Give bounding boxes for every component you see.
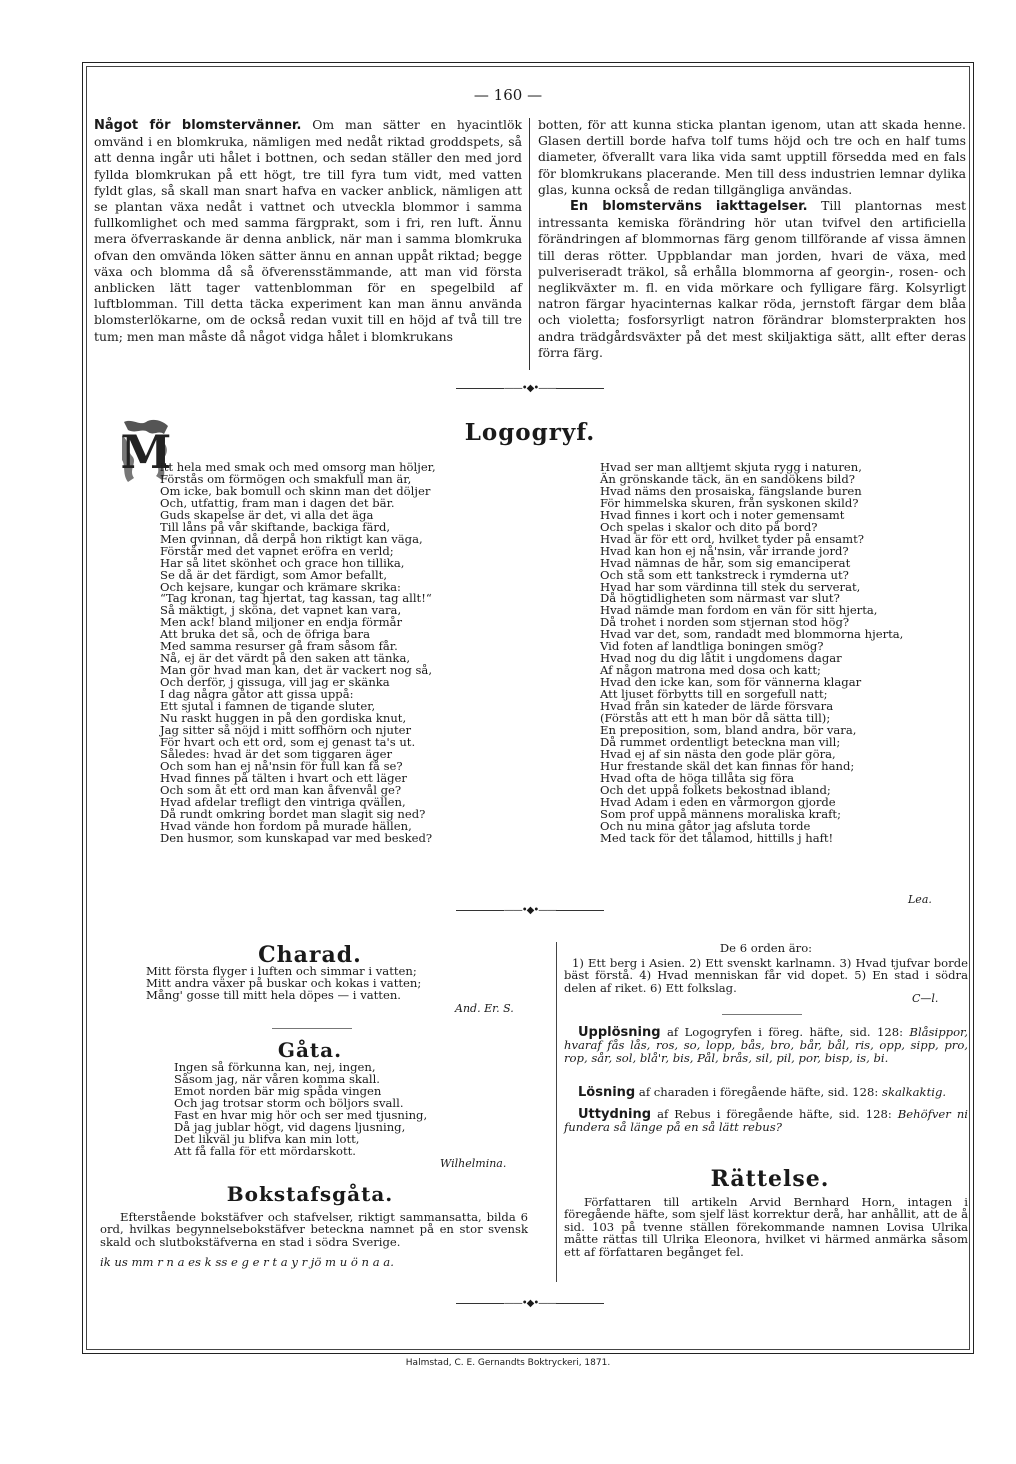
short-rule bbox=[272, 1028, 352, 1029]
page-number: — 160 — bbox=[473, 86, 543, 104]
uttydning-paragraph bbox=[564, 1108, 968, 1134]
logogryf-right-line: Hur frestande skäl det kan finnas för hand; bbox=[600, 758, 855, 773]
logogryf-right-line: Hvad från sin kateder de lärde försvara bbox=[600, 699, 834, 714]
logogryf-right-line: Vid foten af landtliga boningen smög? bbox=[600, 639, 824, 654]
article2-title: En blomsterväns iakttagelser. bbox=[570, 199, 808, 215]
logogryf-left-line: Nu raskt huggen in på den gordiska knut, bbox=[160, 711, 407, 726]
ornament-divider-2 bbox=[440, 905, 620, 916]
article1-left-body: Om man sätter en hyacintlök omvänd i en blomkruka, nämligen med nedåt riktad groddspets, så att denna ingår uti hålet i bottnen, och sedan ställer den med jord fyllda blomkrukan på ett högt, tre till fyra tum vidt, med vatten fyldt glas, så skall man snart hafva en vacker anblick, nämligen att se plantan växa nedåt i vattnet och utveckla blommor i samma fullkomlighet och med samma färgprakt, som i fri, ren luft. Ännu mera öfverraskande är denna anblick, när man i samma blomkruka ofvan den omvända löken sätter ännu en annan uppåt riktad; begge växa och blomma då så öfverensstämmande, att man vid första anblicken lätt tager vattenblomman för en spegelbild af luftblomman. Till detta täcka experiment kan man ännu använda blomsterlökarne, om de också redan vuxit till en höjd af två till tre tum; men man måste då något vidga hålet i blomkrukans bbox=[94, 117, 522, 344]
charad-line: Mitt andra växer på buskar och kokas i vatten; bbox=[146, 975, 422, 990]
logogryf-right-line: Hvad har som värdinna till stek du serverat, bbox=[600, 579, 861, 594]
logogryf-left-line: Hvad afdelar trefligt den vintriga qvällen, bbox=[160, 794, 406, 809]
charad-lines bbox=[146, 966, 421, 1002]
charad-line: Mitt första flyger i luften och simmar i vatten; bbox=[146, 964, 417, 978]
logogryf-right-line: Hvad nog du dig låtit i ungdomens dagar bbox=[600, 651, 842, 666]
logogryf-left-line: Hvad vände hon fordom på murade hällen, bbox=[160, 818, 412, 833]
logogryf-right-line: Hvad näms den prosaiska, fängslande buren bbox=[600, 483, 862, 498]
article1-title: Något för blomstervänner. bbox=[94, 118, 302, 133]
logogryf-right-line: Hvad Adam i eden en vårmorgon gjorde bbox=[600, 794, 836, 809]
article2-body: Till plantornas mest intressanta kemiska förändring hör utan tvifvel den artificiella förändringen af blommornas färg genom tillförande af vissa ämnen till deras rötter. Uppblandar man jorden, hvari de växa, med pulveriseradt träkol, så erhålla blommorna af georgin-, rosen- och neglikväxter m. fl. en vida mörkare och fylligare färg. Kolsyrligt natron färgar hyacinternas kalkar röda, jernstoft färgar dem blåa och violetta; fosforsyrligt natron förändrar blomsterprakten hos andra trädgårdsväxter på det mest skiljaktiga sätt, allt efter deras förra färg. bbox=[538, 198, 966, 360]
logogryf-left-line: Till låns på vår skiftande, backiga färd, bbox=[160, 519, 391, 534]
gata-lines bbox=[174, 1062, 427, 1158]
upplosning-answer: Blåsippor, hvaraf fås lås, ros, so, lopp, bås, bro, bår, bål, ris, opp, sipp, pro, rop, sår, sol, blå'r, bis, Pål, brås, sil, pil, por, bisp, is, bi. bbox=[564, 1025, 968, 1065]
logogryf-right-line: Hvad ej af sin nästa den gode plär göra, bbox=[600, 746, 836, 761]
logogryf-right-line: En preposition, som, bland andra, bör vara, bbox=[600, 722, 857, 737]
logogryf-right-line: Som prof uppå männens moraliska kraft; bbox=[600, 806, 841, 821]
logogryf-left-line: Förstår med det vapnet eröfra en verld; bbox=[160, 543, 394, 558]
rattelse-title: Rättelse. bbox=[710, 1166, 830, 1192]
ornament-mark: ——•◆•—— bbox=[503, 383, 557, 394]
losning-lead: Lösning bbox=[578, 1085, 636, 1100]
column-divider-2 bbox=[556, 942, 557, 1282]
gata-title: Gåta. bbox=[277, 1038, 343, 1062]
logogryf-left-line: I dag några gåtor att gissa uppå: bbox=[160, 687, 354, 702]
charad-signature: And. Er. S. bbox=[455, 1002, 514, 1015]
gata-line: Ingen så förkunna kan, nej, ingen, bbox=[174, 1060, 376, 1074]
ornament-mark: ——•◆•—— bbox=[503, 1298, 557, 1309]
logogryf-left-line: Ett sjutal i famnen de tigande sluter, bbox=[160, 699, 376, 714]
logogryf-right-line: Hvad nämde man fordom en vän för sitt hjerta, bbox=[600, 603, 878, 618]
logogryf-right-line: För himmelska skuren, från syskonen skild? bbox=[600, 495, 859, 510]
logogryf-left-line: Nå, ej är det värdt på den saken att tänka, bbox=[160, 651, 411, 666]
logogryf-left-line: Så mäktigt, j sköna, det vapnet kan vara, bbox=[160, 603, 402, 618]
logogryf-right-line: Hvad finnes i kort och i noter gemensamt bbox=[600, 507, 845, 522]
gata-line: Då jag jublar högt, vid dagens ljusning, bbox=[174, 1119, 406, 1134]
logogryf-right-line: Hvad kan hon ej nå'nsin, vår irrande jord? bbox=[600, 543, 849, 558]
logogryf-left-line: Om icke, bak bomull och skinn man det döljer bbox=[160, 483, 431, 498]
logogryf-left-stanza bbox=[160, 462, 436, 845]
logogryf-right-line: Hvad är för ett ord, hvilket tyder på ensamt? bbox=[600, 531, 864, 546]
logogryf-left-line: Således: hvad är det som tiggaren äger bbox=[160, 746, 393, 761]
short-rule-2 bbox=[722, 1014, 802, 1015]
upplosning-lead: Upplösning bbox=[578, 1025, 661, 1040]
bokstafsgata-title: Bokstafsgåta. bbox=[226, 1182, 394, 1206]
logogryf-signature: Lea. bbox=[908, 893, 932, 906]
charad-line: Mång' gosse till mitt hela döpes — i vatten. bbox=[146, 987, 401, 1002]
logogryf-right-line: Och spelas i skalor och dito på bord? bbox=[600, 519, 818, 534]
gata-line: Fast en hvar mig hör och ser med tjusning, bbox=[174, 1107, 428, 1122]
ornament-divider bbox=[440, 383, 620, 394]
words-header: De 6 orden äro: bbox=[719, 941, 813, 955]
logogryf-right-line: (Förstås att ett h man bör då sätta till); bbox=[600, 711, 831, 726]
svg-text:M: M bbox=[120, 425, 172, 479]
logogryf-right-line: Då trohet i norden som stjernan stod hög? bbox=[600, 615, 850, 630]
article1-left-column bbox=[94, 117, 522, 345]
logogryf-title: Logogryf. bbox=[464, 419, 596, 446]
logogryf-left-line: Då rundt omkring bordet man slagit sig ned? bbox=[160, 806, 426, 821]
charad-title: Charad. bbox=[258, 942, 362, 968]
logogryf-right-line: Hvad nämnas de hår, som sig emanciperat bbox=[600, 555, 851, 570]
logogryf-left-line: Men qvinnan, då derpå hon riktigt kan väga, bbox=[160, 531, 423, 546]
upplosning-text: af Logogryfen i föreg. häfte, sid. 128: bbox=[666, 1025, 904, 1039]
logogryf-right-line: Och nu mina gåtor jag afsluta torde bbox=[600, 818, 811, 833]
bokstafsgata-body: Efterstående bokstäfver och stafvelser, riktigt sammansatta, bilda 6 ord, hvilkas begynnelsebokstäfver beteckna namnet på en stor svensk skald och slutbokstäfverna en stad i södra Sverige. bbox=[100, 1210, 528, 1249]
column-divider bbox=[529, 118, 530, 370]
logogryf-left-line: Se då är det färdigt, som Amor befallt, bbox=[160, 567, 388, 582]
logogryf-right-line: Hvad var det, som, randadt med blommorna hjerta, bbox=[600, 627, 904, 642]
logogryf-left-line: För hvart och ett ord, som ej genast ta's ut. bbox=[160, 734, 416, 749]
logogryf-right-line: Då rummet ordentligt beteckna man vill; bbox=[600, 734, 841, 749]
logogryf-left-line: Man gör hvad man kan, det är vackert nog så, bbox=[160, 663, 433, 678]
logogryf-left-line: Hvad finnes på tälten i hvart och ett läger bbox=[160, 770, 407, 785]
logogryf-left-line: itt hela med smak och med omsorg man höljer, bbox=[160, 460, 436, 474]
gata-line: Det likväl ju blifva kan min lott, bbox=[174, 1131, 360, 1146]
logogryf-right-line: Af någon matrona med dosa och katt; bbox=[600, 663, 821, 678]
logogryf-right-line: Att ljuset förbytts till en sorgefull natt; bbox=[600, 687, 828, 702]
logogryf-right-stanza bbox=[600, 462, 903, 845]
printer-imprint: Halmstad, C. E. Gernandts Boktryckeri, 1871. bbox=[405, 1358, 611, 1368]
logogryf-left-line: Den husmor, som kunskapad var med besked? bbox=[160, 830, 433, 845]
logogryf-left-line: Förstås om förmögen och smakfull man är, bbox=[160, 471, 412, 486]
logogryf-left-line: Har så litet skönhet och grace hon tillika, bbox=[160, 555, 405, 570]
logogryf-right-line: Och det uppå folkets bekostnad ibland; bbox=[600, 782, 831, 797]
gata-line: Och jag trotsar storm och böljors svall. bbox=[174, 1095, 404, 1110]
gata-line: Emot norden bär mig spåda vingen bbox=[174, 1083, 382, 1098]
ornament-mark: ——•◆•—— bbox=[503, 905, 557, 916]
logogryf-left-line: Men ack! bland miljoner en endja förmår bbox=[160, 615, 403, 630]
logogryf-left-line: Guds skapelse är det, vi alla det äga bbox=[160, 507, 374, 522]
logogryf-left-line: Och, utfattig, fram man i dagen det bär. bbox=[160, 495, 395, 510]
logogryf-right-line: Än grönskande täck, än en sandökens bild? bbox=[600, 471, 855, 486]
bokstafsgata-letters: ik us mm r n a es k ss e g e r t a y r jö m u ö n a a. bbox=[100, 1255, 394, 1269]
uttydning-text: af Rebus i föregående häfte, sid. 128: bbox=[657, 1107, 892, 1121]
logogryf-left-line: Och derför, j gissuga, vill jag er skänka bbox=[160, 675, 390, 690]
gata-line: Att få falla för ett mördarskott. bbox=[174, 1143, 356, 1158]
losning-paragraph bbox=[564, 1086, 968, 1099]
logogryf-left-line: Och kejsare, kungar och krämare skrika: bbox=[160, 579, 401, 594]
logogryf-right-line: Hvad den icke kan, som för vännerna klagar bbox=[600, 675, 862, 690]
logogryf-right-line: Hvad ser man alltjemt skjuta rygg i naturen, bbox=[600, 460, 862, 474]
logogryf-left-line: Att bruka det så, och de öfriga bara bbox=[160, 627, 371, 642]
gata-signature: Wilhelmina. bbox=[440, 1157, 507, 1170]
losning-answer: skalkaktig. bbox=[882, 1085, 947, 1099]
article1-right-body: botten, för att kunna sticka plantan igenom, utan att skada henne. Glasen dertill borde hafva tolf tums höjd och tre och en half tums diameter, öfverallt vara lika vida samt upptill försedda med en fals för blomkrukans placerande. Men till dess industrien lemnar dylika glas, kunna också de redan tillgängliga användas. bbox=[538, 117, 966, 197]
uttydning-lead: Uttydning bbox=[578, 1107, 652, 1122]
logogryf-left-line: Och som åt ett ord man kan åfvenvål ge? bbox=[160, 782, 402, 797]
ornament-divider-3 bbox=[440, 1298, 620, 1309]
logogryf-right-line: Med tack för det tålamod, hittills j haft! bbox=[600, 830, 834, 845]
losning-text: af charaden i föregående häfte, sid. 128: bbox=[638, 1085, 879, 1099]
logogryf-right-line: Hvad ofta de höga tillåta sig föra bbox=[600, 770, 795, 785]
logogryf-left-line: “Tag kronan, tag hjertat, tag kassan, tag allt!“ bbox=[160, 591, 432, 606]
words-body: 1) Ett berg i Asien. 2) Ett svenskt karlnamn. 3) Hvad tjufvar borde bäst förstå. 4) Hvad menniskan får vid dopet. 5) En stad i södra delen af riket. 6) Ett folkslag. bbox=[564, 956, 968, 995]
logogryf-left-line: Och som han ej nå'nsin för full kan få se? bbox=[160, 758, 403, 773]
logogryf-right-line: Och stå som ett tankstreck i rymderna ut? bbox=[600, 567, 849, 582]
logogryf-left-line: Med samma resurser gå fram såsom får. bbox=[160, 639, 398, 654]
rattelse-body: Författaren till artikeln Arvid Bernhard Horn, intagen i föregående häfte, som sjelf läst korrektur derå, har anhållit, att de å sid. 103 på tvenne ställen förekommande namnen Lovisa Ulrika måtte rättas till Ulrika Eleonora, hvilket vi härmed anmärka såsom ett af författaren begånget fel. bbox=[564, 1195, 968, 1259]
logogryf-left-line: Jag sitter så nöjd i mitt soffhörn och njuter bbox=[160, 722, 412, 737]
upplosning-paragraph bbox=[564, 1026, 968, 1064]
article1-right-column bbox=[538, 117, 966, 361]
logogryf-right-line: Då högtidligheten som närmast var slut? bbox=[600, 591, 840, 606]
uttydning-answer: Behöfver ni fundera så länge på en så lätt rebus? bbox=[564, 1107, 969, 1135]
words-signature: C—l. bbox=[912, 992, 939, 1005]
gata-line: Såsom jag, när våren komma skall. bbox=[174, 1071, 380, 1086]
